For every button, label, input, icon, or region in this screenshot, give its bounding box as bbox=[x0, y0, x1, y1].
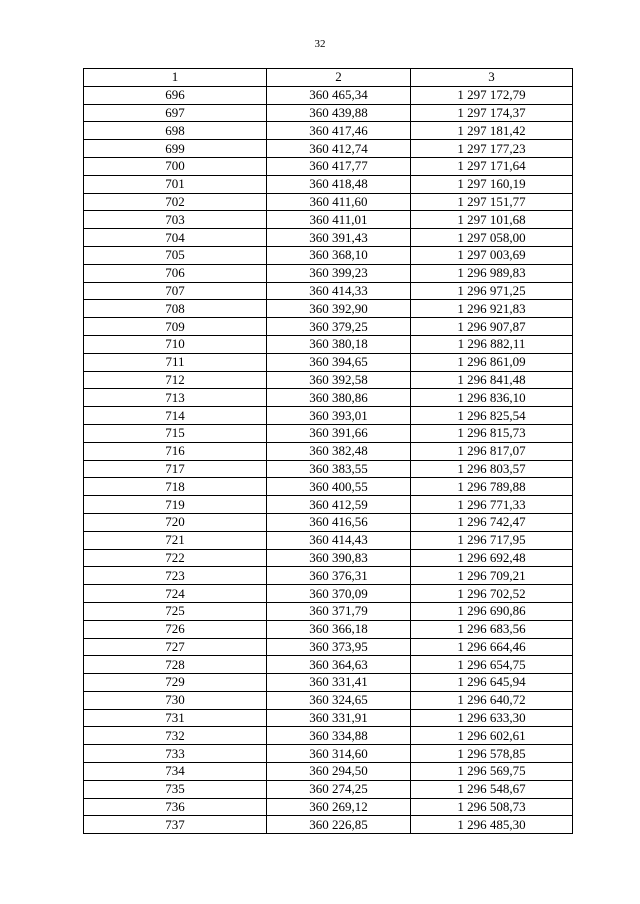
table-row bbox=[84, 496, 573, 514]
x-coordinate-cell: 360 370,09 bbox=[267, 585, 411, 603]
x-coordinate-cell: 360 411,01 bbox=[267, 211, 411, 229]
y-coordinate-cell: 1 297 003,69 bbox=[411, 246, 573, 264]
x-coordinate-cell: 360 400,55 bbox=[267, 478, 411, 496]
y-coordinate-cell: 1 297 174,37 bbox=[411, 104, 573, 122]
y-coordinate-cell: 1 296 690,86 bbox=[411, 602, 573, 620]
table-row bbox=[84, 780, 573, 798]
point-number-cell: 714 bbox=[84, 407, 267, 425]
point-number-cell: 723 bbox=[84, 567, 267, 585]
point-number-cell: 715 bbox=[84, 424, 267, 442]
table-row bbox=[84, 86, 573, 104]
y-coordinate-cell: 1 297 177,23 bbox=[411, 140, 573, 158]
point-number-cell: 702 bbox=[84, 193, 267, 211]
x-coordinate-cell: 360 417,77 bbox=[267, 157, 411, 175]
table-row bbox=[84, 709, 573, 727]
point-number-cell: 704 bbox=[84, 229, 267, 247]
y-coordinate-cell: 1 297 181,42 bbox=[411, 122, 573, 140]
table-row bbox=[84, 104, 573, 122]
y-coordinate-cell: 1 296 578,85 bbox=[411, 745, 573, 763]
y-coordinate-cell: 1 296 815,73 bbox=[411, 424, 573, 442]
y-coordinate-cell: 1 296 664,46 bbox=[411, 638, 573, 656]
point-number-cell: 716 bbox=[84, 442, 267, 460]
x-coordinate-cell: 360 380,86 bbox=[267, 389, 411, 407]
table-row bbox=[84, 798, 573, 816]
table-body bbox=[84, 86, 573, 833]
y-coordinate-cell: 1 296 921,83 bbox=[411, 300, 573, 318]
x-coordinate-cell: 360 393,01 bbox=[267, 407, 411, 425]
table-row bbox=[84, 246, 573, 264]
x-coordinate-cell: 360 366,18 bbox=[267, 620, 411, 638]
table-row bbox=[84, 140, 573, 158]
y-coordinate-cell: 1 296 654,75 bbox=[411, 656, 573, 674]
point-number-cell: 717 bbox=[84, 460, 267, 478]
point-number-cell: 724 bbox=[84, 585, 267, 603]
page-number: 32 bbox=[314, 38, 326, 50]
table-row bbox=[84, 264, 573, 282]
point-number-cell: 700 bbox=[84, 157, 267, 175]
x-coordinate-cell: 360 376,31 bbox=[267, 567, 411, 585]
table-row bbox=[84, 531, 573, 549]
point-number-cell: 721 bbox=[84, 531, 267, 549]
table-row bbox=[84, 157, 573, 175]
header-row bbox=[84, 69, 573, 87]
x-coordinate-cell: 360 416,56 bbox=[267, 513, 411, 531]
y-coordinate-cell: 1 296 602,61 bbox=[411, 727, 573, 745]
point-number-cell: 697 bbox=[84, 104, 267, 122]
x-coordinate-cell: 360 399,23 bbox=[267, 264, 411, 282]
x-coordinate-cell: 360 331,41 bbox=[267, 674, 411, 692]
x-coordinate-cell: 360 412,74 bbox=[267, 140, 411, 158]
table-row bbox=[84, 656, 573, 674]
x-coordinate-cell: 360 334,88 bbox=[267, 727, 411, 745]
x-coordinate-cell: 360 269,12 bbox=[267, 798, 411, 816]
table-row bbox=[84, 460, 573, 478]
point-number-cell: 728 bbox=[84, 656, 267, 674]
y-coordinate-cell: 1 296 882,11 bbox=[411, 335, 573, 353]
y-coordinate-cell: 1 296 742,47 bbox=[411, 513, 573, 531]
y-coordinate-cell: 1 296 485,30 bbox=[411, 816, 573, 834]
y-coordinate-cell: 1 296 841,48 bbox=[411, 371, 573, 389]
point-number-cell: 722 bbox=[84, 549, 267, 567]
y-coordinate-cell: 1 296 825,54 bbox=[411, 407, 573, 425]
x-coordinate-cell: 360 314,60 bbox=[267, 745, 411, 763]
y-coordinate-cell: 1 296 569,75 bbox=[411, 763, 573, 781]
point-number-cell: 699 bbox=[84, 140, 267, 158]
point-number-cell: 705 bbox=[84, 246, 267, 264]
y-coordinate-cell: 1 296 640,72 bbox=[411, 691, 573, 709]
x-coordinate-cell: 360 392,58 bbox=[267, 371, 411, 389]
point-number-cell: 711 bbox=[84, 353, 267, 371]
table-row bbox=[84, 335, 573, 353]
table-row bbox=[84, 816, 573, 834]
x-coordinate-cell: 360 331,91 bbox=[267, 709, 411, 727]
table-row bbox=[84, 478, 573, 496]
table-row bbox=[84, 549, 573, 567]
point-number-cell: 729 bbox=[84, 674, 267, 692]
table-row bbox=[84, 620, 573, 638]
x-coordinate-cell: 360 391,43 bbox=[267, 229, 411, 247]
y-coordinate-cell: 1 296 683,56 bbox=[411, 620, 573, 638]
table-header bbox=[84, 69, 573, 87]
point-number-cell: 708 bbox=[84, 300, 267, 318]
x-coordinate-cell: 360 392,90 bbox=[267, 300, 411, 318]
x-coordinate-cell: 360 274,25 bbox=[267, 780, 411, 798]
point-number-cell: 698 bbox=[84, 122, 267, 140]
x-coordinate-cell: 360 371,79 bbox=[267, 602, 411, 620]
header-cell-1: 1 bbox=[84, 69, 267, 87]
point-number-cell: 703 bbox=[84, 211, 267, 229]
table-row bbox=[84, 674, 573, 692]
x-coordinate-cell: 360 373,95 bbox=[267, 638, 411, 656]
y-coordinate-cell: 1 296 817,07 bbox=[411, 442, 573, 460]
y-coordinate-cell: 1 296 861,09 bbox=[411, 353, 573, 371]
point-number-cell: 706 bbox=[84, 264, 267, 282]
table-row bbox=[84, 229, 573, 247]
point-number-cell: 713 bbox=[84, 389, 267, 407]
x-coordinate-cell: 360 364,63 bbox=[267, 656, 411, 674]
y-coordinate-cell: 1 296 548,67 bbox=[411, 780, 573, 798]
y-coordinate-cell: 1 297 171,64 bbox=[411, 157, 573, 175]
x-coordinate-cell: 360 368,10 bbox=[267, 246, 411, 264]
y-coordinate-cell: 1 297 101,68 bbox=[411, 211, 573, 229]
y-coordinate-cell: 1 297 172,79 bbox=[411, 86, 573, 104]
y-coordinate-cell: 1 296 692,48 bbox=[411, 549, 573, 567]
x-coordinate-cell: 360 414,43 bbox=[267, 531, 411, 549]
table-row bbox=[84, 318, 573, 336]
x-coordinate-cell: 360 383,55 bbox=[267, 460, 411, 478]
table-row bbox=[84, 442, 573, 460]
x-coordinate-cell: 360 294,50 bbox=[267, 763, 411, 781]
table-row bbox=[84, 407, 573, 425]
point-number-cell: 733 bbox=[84, 745, 267, 763]
y-coordinate-cell: 1 296 508,73 bbox=[411, 798, 573, 816]
y-coordinate-cell: 1 296 836,10 bbox=[411, 389, 573, 407]
table-row bbox=[84, 727, 573, 745]
x-coordinate-cell: 360 417,46 bbox=[267, 122, 411, 140]
y-coordinate-cell: 1 297 160,19 bbox=[411, 175, 573, 193]
point-number-cell: 709 bbox=[84, 318, 267, 336]
table-row bbox=[84, 300, 573, 318]
point-number-cell: 727 bbox=[84, 638, 267, 656]
point-number-cell: 730 bbox=[84, 691, 267, 709]
table-row bbox=[84, 513, 573, 531]
table-row bbox=[84, 745, 573, 763]
x-coordinate-cell: 360 412,59 bbox=[267, 496, 411, 514]
x-coordinate-cell: 360 414,33 bbox=[267, 282, 411, 300]
x-coordinate-cell: 360 391,66 bbox=[267, 424, 411, 442]
table-row bbox=[84, 691, 573, 709]
point-number-cell: 734 bbox=[84, 763, 267, 781]
table-row bbox=[84, 567, 573, 585]
y-coordinate-cell: 1 296 989,83 bbox=[411, 264, 573, 282]
point-number-cell: 736 bbox=[84, 798, 267, 816]
y-coordinate-cell: 1 296 709,21 bbox=[411, 567, 573, 585]
header-cell-2: 2 bbox=[267, 69, 411, 87]
x-coordinate-cell: 360 390,83 bbox=[267, 549, 411, 567]
table-row bbox=[84, 424, 573, 442]
y-coordinate-cell: 1 296 803,57 bbox=[411, 460, 573, 478]
table-row bbox=[84, 602, 573, 620]
point-number-cell: 720 bbox=[84, 513, 267, 531]
y-coordinate-cell: 1 297 058,00 bbox=[411, 229, 573, 247]
y-coordinate-cell: 1 296 717,95 bbox=[411, 531, 573, 549]
point-number-cell: 719 bbox=[84, 496, 267, 514]
x-coordinate-cell: 360 394,65 bbox=[267, 353, 411, 371]
table-row bbox=[84, 211, 573, 229]
table-row bbox=[84, 638, 573, 656]
x-coordinate-cell: 360 382,48 bbox=[267, 442, 411, 460]
point-number-cell: 732 bbox=[84, 727, 267, 745]
x-coordinate-cell: 360 465,34 bbox=[267, 86, 411, 104]
y-coordinate-cell: 1 296 702,52 bbox=[411, 585, 573, 603]
point-number-cell: 731 bbox=[84, 709, 267, 727]
y-coordinate-cell: 1 296 771,33 bbox=[411, 496, 573, 514]
y-coordinate-cell: 1 296 789,88 bbox=[411, 478, 573, 496]
table-row bbox=[84, 371, 573, 389]
table-row bbox=[84, 763, 573, 781]
point-number-cell: 707 bbox=[84, 282, 267, 300]
point-number-cell: 735 bbox=[84, 780, 267, 798]
table-row bbox=[84, 389, 573, 407]
point-number-cell: 718 bbox=[84, 478, 267, 496]
x-coordinate-cell: 360 324,65 bbox=[267, 691, 411, 709]
table-row bbox=[84, 175, 573, 193]
y-coordinate-cell: 1 297 151,77 bbox=[411, 193, 573, 211]
point-number-cell: 696 bbox=[84, 86, 267, 104]
y-coordinate-cell: 1 296 645,94 bbox=[411, 674, 573, 692]
table-row bbox=[84, 122, 573, 140]
point-number-cell: 712 bbox=[84, 371, 267, 389]
y-coordinate-cell: 1 296 971,25 bbox=[411, 282, 573, 300]
point-number-cell: 710 bbox=[84, 335, 267, 353]
y-coordinate-cell: 1 296 633,30 bbox=[411, 709, 573, 727]
table-row bbox=[84, 193, 573, 211]
x-coordinate-cell: 360 380,18 bbox=[267, 335, 411, 353]
x-coordinate-cell: 360 379,25 bbox=[267, 318, 411, 336]
point-number-cell: 726 bbox=[84, 620, 267, 638]
x-coordinate-cell: 360 439,88 bbox=[267, 104, 411, 122]
point-number-cell: 725 bbox=[84, 602, 267, 620]
coordinates-table bbox=[83, 68, 573, 834]
table-row bbox=[84, 282, 573, 300]
x-coordinate-cell: 360 411,60 bbox=[267, 193, 411, 211]
point-number-cell: 701 bbox=[84, 175, 267, 193]
header-cell-3: 3 bbox=[411, 69, 573, 87]
table-row bbox=[84, 353, 573, 371]
x-coordinate-cell: 360 418,48 bbox=[267, 175, 411, 193]
y-coordinate-cell: 1 296 907,87 bbox=[411, 318, 573, 336]
point-number-cell: 737 bbox=[84, 816, 267, 834]
x-coordinate-cell: 360 226,85 bbox=[267, 816, 411, 834]
table-row bbox=[84, 585, 573, 603]
